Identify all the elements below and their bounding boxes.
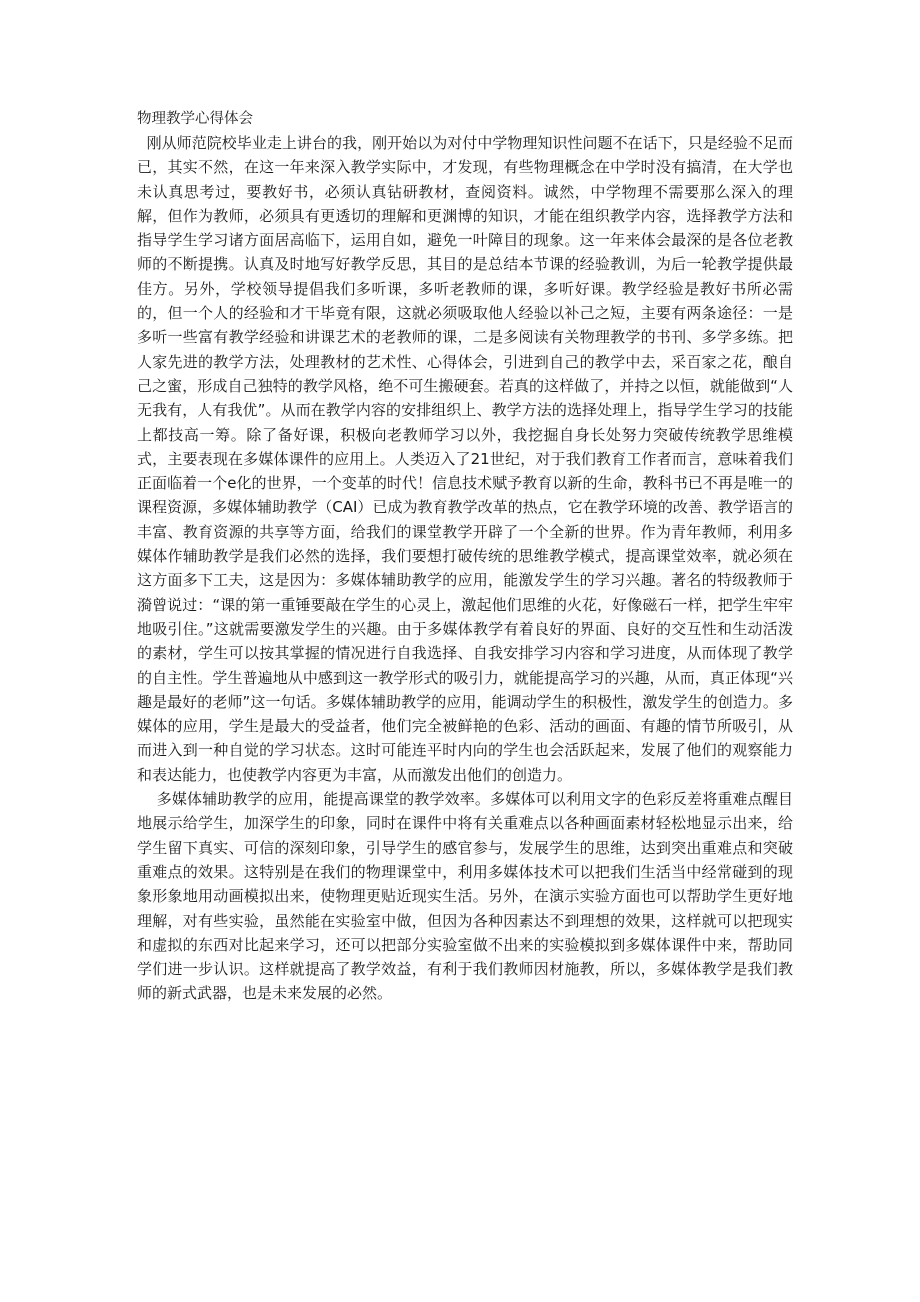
- body-paragraph-2: 多媒体辅助教学的应用，能提高课堂的教学效率。多媒体可以利用文字的色彩反差将重难点醒目地展示给学生，加深学生的印象，同时在课件中将有关重难点以各种画面素材轻松地显示出来，给学生留下真实、可信的深刻印象，引导学生的感官参与，发展学生的思维，达到突出重难点和突破重难点的效果。这特别是在我们的物理课堂中，利用多媒体技术可以把我们生活当中经常碰到的现象形象地用动画模拟出来，使物理更贴近现实生活。另外，在演示实验方面也可以帮助学生更好地理解，对有些实验，虽然能在实验室中做，但因为各种因素达不到理想的效果，这样就可以把现实和虚拟的东西对比起来学习，还可以把部分实验室做不出来的实验模拟到多媒体课件中来，帮助同学们进一步认识。这样就提高了教学效益，有利于我们教师因材施教，所以，多媒体教学是我们教师的新式武器，也是未来发展的必然。: [137, 790, 793, 1003]
- document-page: [137, 107, 793, 1006]
- body-paragraph-1: 刚从师范院校毕业走上讲台的我，刚开始以为对付中学物理知识性问题不在话下，只是经验不足而已，其实不然，在这一年来深入教学实际中，才发现，有些物理概念在中学时没有搞清，在大学也未认真思考过，要教好书，必须认真钻研教材，查阅资料。诚然，中学物理不需要那么深入的理解，但作为教师，必须具有更透切的理解和更渊博的知识，才能在组织教学内容，选择教学方法和指导学生学习诸方面居高临下，运用自如，避免一叶障目的现象。这一年来体会最深的是各位老教师的不断提携。认真及时地写好教学反思，其目的是总结本节课的经验教训，为后一轮教学提供最佳方。另外，学校领导提倡我们多听课，多听老教师的课，多听好课。教学经验是教好书所必需的，但一个人的经验和才干毕竟有限，这就必须吸取他人经验以补己之短，主要有两条途径：一是多听一些富有教学经验和讲课艺术的老教师的课，二是多阅读有关物理教学的书刊、多学多练。把人家先进的教学方法，处理教材的艺术性、心得体会，引进到自己的教学中去，采百家之花，酿自己之蜜，形成自己独特的教学风格，绝不可生搬硬套。若真的这样做了，并持之以恒，就能做到“人无我有，人有我优”。从而在教学内容的安排组织上、教学方法的选择处理上，指导学生学习的技能上都技高一筹。除了备好课，积极向老教师学习以外，我挖掘自身长处努力突破传统教学思维模式，主要表现在多媒体课件的应用上。人类迈入了21世纪，对于我们教育工作者而言，意味着我们正面临着一个e化的世界，一个变革的时代！信息技术赋予教育以新的生命，教科书已不再是唯一的课程资源，多媒体辅助教学（CAI）已成为教育教学改革的热点，它在教学环境的改善、教学语言的丰富、教育资源的共享等方面，给我们的课堂教学开辟了一个全新的世界。作为青年教师，利用多媒体作辅助教学是我们必然的选择，我们要想打破传统的思维教学模式，提高课堂效率，就必须在这方面多下工夫，这是因为：多媒体辅助教学的应用，能激发学生的学习兴趣。著名的特级教师于漪曾说过：“课的第一重锤要敲在学生的心灵上，激起他们思维的火花，好像磁石一样，把学生牢牢地吸引住。”这就需要激发学生的兴趣。由于多媒体教学有着良好的界面、良好的交互性和生动活泼的素材，学生可以按其掌握的情况进行自我选择、自我安排学习内容和学习进度，从而体现了教学的自主性。学生普遍地从中感到这一教学形式的吸引力，就能提高学习的兴趣，从而，真正体现“兴趣是最好的老师”这一句话。多媒体辅助教学的应用，能调动学生的积极性，激发学生的创造力。多媒体的应用，学生是最大的受益者，他们完全被鲜艳的色彩、活动的画面、有趣的情节所吸引，从而进入到一种自觉的学习状态。这时可能连平时内向的学生也会活跃起来，发展了他们的观察能力和表达能力，也使教学内容更为丰富，从而激发出他们的创造力。: [137, 134, 793, 784]
- document-title: 物理教学心得体会: [137, 111, 253, 127]
